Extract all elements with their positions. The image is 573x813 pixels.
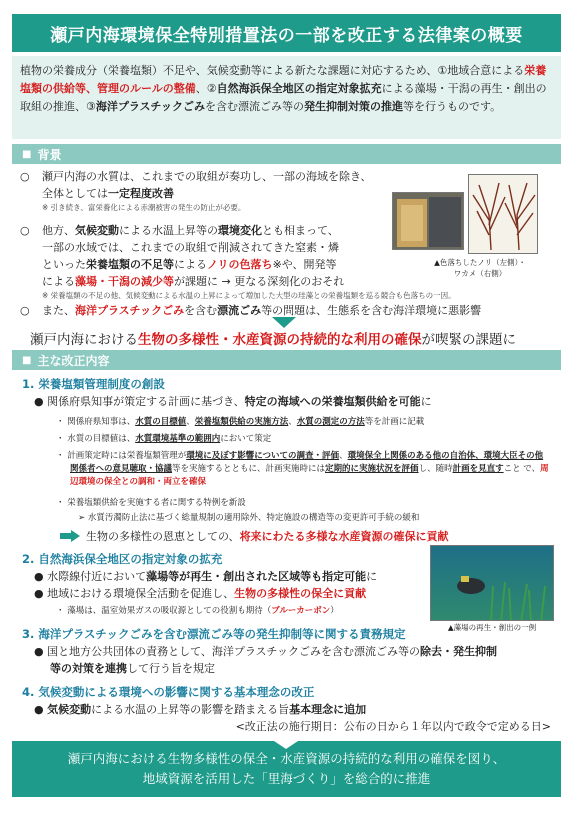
- amendment-1-effect: 生物の多様性の恩恵としての、 将来にわたる多様な水産資源の確保に貢献: [60, 528, 449, 544]
- enforcement-date: <改正法の施行期日：公布の日から１年以内で政令で定める日>: [235, 720, 551, 733]
- amendment-1-point: ● 関係府県知事が策定する計画に基づき、特定の海域への栄養塩類供給を可能に: [34, 395, 432, 408]
- amendment-3-point-cont: 等の対策を連携して行う旨を規定: [50, 662, 215, 675]
- background-item-2: ○ 他方、気候変動による水温上昇等の環境変化とも相まって、 一部の水域では、これまでの取組で削減されてきた窒素・燐 といった栄養塩類の不足等によるノリの色落ち※や、開発等 による藻場・干潟の減少等が課題に → 更なる深刻化のおそれ ※ 栄養塩類の不足の他、気候変動による水温の上昇によって増加した大型の珪藻との栄養塩類を巡る競合も色落ちの一因。: [20, 224, 456, 300]
- background-item-3: ○ また、海洋プラスチックごみを含む漂流ごみ等の問題は、生態系を含む海洋環境に悪影響: [20, 304, 482, 317]
- dot-bullet-icon: ●: [34, 587, 44, 600]
- dot-bullet-icon: ●: [34, 645, 44, 658]
- photo-caption-seagrass: ▲藻場の再生・創出の一例: [447, 623, 537, 632]
- square-icon: ■: [22, 148, 32, 160]
- amendment-1-bullet-3: ・ 計画策定時には栄養塩類管理が環境に及ぼす影響についての調査・評価、環境保全上関係のある他の自治体、環境大臣その他関係者への意見聴取・協議等を実施するとともに、計画実施時には定期的に実施状況を評価し、随時計画を見直すこと で、周辺環境の保全との調和・両立を確保: [56, 451, 549, 487]
- photo-caption-nori: ▲色落ちしたノリ（左側）・ ワカメ（右側）: [434, 258, 526, 278]
- circle-bullet-icon: ○: [20, 304, 30, 317]
- dot-bullet-icon: ●: [34, 395, 44, 408]
- square-icon: ■: [22, 354, 32, 366]
- amendment-1-bullet-1: ・ 関係府県知事は、水質の目標値、栄養塩類供給の実施方法、水質の測定の方法等を計画に記載: [56, 417, 425, 427]
- amendment-1-bullet-2: ・ 水質の目標値は、水質環境基準の範囲内において策定: [56, 434, 272, 444]
- amendment-3-point: ● 国と地方公共団体の責務として、海洋プラスチックごみを含む漂流ごみ等の除去・発生抑制: [34, 645, 498, 658]
- summary-footer: 瀬戸内海における生物多様性の保全・水産資源の持続的な利用の確保を図り、 地域資源を活用した「里海づくり」を総合的に推進: [12, 741, 561, 797]
- down-arrow-icon: [272, 317, 296, 328]
- circle-bullet-icon: ○: [20, 224, 30, 237]
- amendment-4-title: 4. 気候変動による環境への影響に関する基本理念の改正: [22, 685, 315, 699]
- amendment-3-title: 3. 海洋プラスチックごみを含む漂流ごみ等の発生抑制等に関する責務規定: [22, 627, 406, 641]
- section-heading-main: ■ 主な改正内容: [12, 350, 561, 370]
- circle-bullet-icon: ○: [20, 170, 30, 183]
- amendment-1-sub-bullet: ➢ 水質汚濁防止法に基づく総量規制の適用除外、特定施設の構造等の変更許可手続の緩和: [78, 513, 420, 523]
- amendment-2-point-2: ● 地域における環境保全活動を促進し、生物の多様性の保全に貢献: [34, 587, 367, 600]
- background-conclusion: 瀬戸内海における生物の多様性・水産資源の持続的な利用の確保が喫緊の課題に: [30, 332, 516, 348]
- section-heading-background: ■ 背景: [12, 144, 561, 164]
- amendment-1-bullet-4: ・ 栄養塩類供給を実施する者に関する特例を新設: [56, 498, 246, 508]
- amendment-2-bullet-1: ・ 藻場は、温室効果ガスの吸収源としての役割も期待（ブルーカーボン）: [56, 606, 339, 616]
- amendment-2-point-1: ● 水際線付近において藻場等が再生・創出された区域等も指定可能に: [34, 570, 378, 583]
- page-title: 瀬戸内海環境保全特別措置法の一部を改正する法律案の概要: [12, 14, 561, 52]
- background-item-1: ○ 瀬戸内海の水質は、これまでの取組が奏功し、一部の海域を除き、 全体としては一定程度改善 ※ 引き続き、富栄養化による赤潮被害の発生の防止が必要。: [20, 170, 372, 212]
- amendment-1-title: 1. 栄養塩類管理制度の創設: [22, 377, 165, 391]
- intro-box: 植物の栄養成分（栄養塩類）不足や、気候変動等による新たな課題に対応するため、①地域合意による栄養塩類の供給等、管理のルールの整備、②自然海浜保全地区の指定対象拡充による藻場・干潟の再生・創出の取組の推進、③海洋プラスチックごみを含む漂流ごみ等の発生抑制対策の推進等を行うものです。: [12, 56, 561, 139]
- dot-bullet-icon: ●: [34, 703, 44, 716]
- wakame-photo: [468, 174, 538, 254]
- seagrass-photo: [430, 545, 554, 621]
- amendment-2-title: 2. 自然海浜保全地区の指定対象の拡充: [22, 552, 223, 566]
- dot-bullet-icon: ●: [34, 570, 44, 583]
- nori-photo: [392, 192, 464, 250]
- right-arrow-icon: [60, 530, 80, 542]
- amendment-4-point: ● 気候変動による水温の上昇等の影響を踏まえる旨基本理念に追加: [34, 703, 367, 716]
